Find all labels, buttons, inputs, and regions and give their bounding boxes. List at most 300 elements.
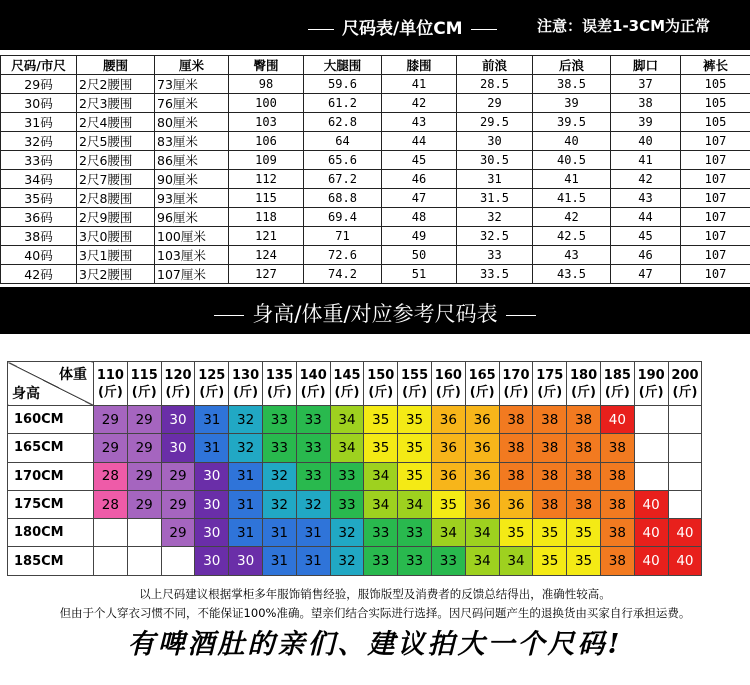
size-grid-cell: 36 xyxy=(431,406,465,434)
weight-value: 135 xyxy=(265,367,293,383)
weight-header xyxy=(296,362,330,406)
size-cell: 74.2 xyxy=(304,265,382,284)
size-grid-cell: 33 xyxy=(330,490,364,518)
size-grid-cell: 29 xyxy=(161,490,195,518)
size-grid-cell: 35 xyxy=(431,490,465,518)
size-grid-cell: 30 xyxy=(161,434,195,462)
weight-unit: (斤) xyxy=(402,384,428,400)
size-grid-cell: 38 xyxy=(499,434,533,462)
weight-unit: (斤) xyxy=(266,384,292,400)
size-cell: 41 xyxy=(611,151,681,170)
size-cell: 106 xyxy=(229,132,304,151)
weight-unit: (斤) xyxy=(131,384,157,400)
height-row xyxy=(8,519,702,547)
size-cell: 100 xyxy=(229,94,304,113)
size-grid-cell: 38 xyxy=(567,406,601,434)
weight-header xyxy=(364,362,398,406)
size-cell: 33.5 xyxy=(457,265,533,284)
size-grid-cell: 32 xyxy=(330,519,364,547)
size-cell: 30.5 xyxy=(457,151,533,170)
size-cell: 50 xyxy=(382,246,457,265)
weight-header xyxy=(398,362,432,406)
weight-header xyxy=(262,362,296,406)
size-cell: 43.5 xyxy=(533,265,611,284)
size-grid-cell: 35 xyxy=(398,406,432,434)
size-grid-cell: 29 xyxy=(94,406,128,434)
height-label-cell: 170CM xyxy=(8,462,94,490)
size-grid-cell: 33 xyxy=(398,547,432,575)
size-grid-cell xyxy=(668,462,702,490)
size-cell: 46 xyxy=(611,246,681,265)
weight-unit: (斤) xyxy=(604,384,630,400)
size-cell: 31 xyxy=(457,170,533,189)
size-cell: 103 xyxy=(229,113,304,132)
size-row xyxy=(1,151,750,170)
size-grid-cell: 31 xyxy=(296,519,330,547)
size-grid-cell: 29 xyxy=(161,462,195,490)
size-grid-cell: 29 xyxy=(127,434,161,462)
height-label-cell: 175CM xyxy=(8,490,94,518)
size-grid-cell xyxy=(634,434,668,462)
height-label-cell: 180CM xyxy=(8,519,94,547)
size-cell: 118 xyxy=(229,208,304,227)
size-chart-title: 尺码表/单位CM xyxy=(342,19,463,39)
size-cell: 2尺2腰围 xyxy=(77,75,155,94)
height-label-cell: 160CM xyxy=(8,406,94,434)
size-cell: 37 xyxy=(611,75,681,94)
weight-unit: (斤) xyxy=(503,384,529,400)
size-cell: 109 xyxy=(229,151,304,170)
size-grid-cell: 40 xyxy=(668,519,702,547)
weight-unit: (斤) xyxy=(638,384,664,400)
size-cell: 103厘米 xyxy=(155,246,229,265)
weight-label: 体重 xyxy=(59,367,87,383)
size-cell: 45 xyxy=(611,227,681,246)
weight-unit: (斤) xyxy=(300,384,326,400)
size-cell: 2尺4腰围 xyxy=(77,113,155,132)
size-cell: 3尺1腰围 xyxy=(77,246,155,265)
size-col-header: 后浪 xyxy=(533,56,611,75)
size-grid-cell: 36 xyxy=(465,490,499,518)
height-label-cell: 165CM xyxy=(8,434,94,462)
weight-value: 110 xyxy=(96,367,124,383)
size-grid-cell: 29 xyxy=(161,519,195,547)
size-cell: 61.2 xyxy=(304,94,382,113)
size-cell: 32 xyxy=(457,208,533,227)
weight-value: 145 xyxy=(333,367,361,383)
size-grid-cell: 31 xyxy=(195,406,229,434)
size-grid-cell: 40 xyxy=(634,547,668,575)
size-grid-cell: 29 xyxy=(94,434,128,462)
size-row xyxy=(1,113,750,132)
weight-header xyxy=(431,362,465,406)
height-row xyxy=(8,547,702,575)
size-col-header: 厘米 xyxy=(155,56,229,75)
size-grid-cell: 36 xyxy=(465,462,499,490)
size-grid-cell: 40 xyxy=(634,490,668,518)
size-grid-cell: 35 xyxy=(533,547,567,575)
size-grid-cell: 31 xyxy=(229,519,263,547)
size-row xyxy=(1,132,750,151)
size-cell: 43 xyxy=(611,189,681,208)
size-grid-cell: 38 xyxy=(533,406,567,434)
size-grid-cell: 35 xyxy=(567,547,601,575)
size-grid-cell: 34 xyxy=(330,406,364,434)
height-row xyxy=(8,462,702,490)
size-cell: 41.5 xyxy=(533,189,611,208)
size-cell: 29.5 xyxy=(457,113,533,132)
size-grid-cell xyxy=(94,547,128,575)
size-grid-cell: 32 xyxy=(229,406,263,434)
height-label-cell: 185CM xyxy=(8,547,94,575)
size-cell: 30 xyxy=(457,132,533,151)
size-grid-cell: 30 xyxy=(195,490,229,518)
size-grid-cell: 29 xyxy=(127,406,161,434)
size-row xyxy=(1,75,750,94)
size-cell: 49 xyxy=(382,227,457,246)
size-grid-cell: 35 xyxy=(398,462,432,490)
size-col-header: 裤长 xyxy=(681,56,750,75)
weight-header xyxy=(668,362,702,406)
size-cell: 69.4 xyxy=(304,208,382,227)
size-cell: 39 xyxy=(611,113,681,132)
size-grid-cell: 31 xyxy=(262,547,296,575)
size-cell: 29码 xyxy=(1,75,77,94)
size-grid-cell: 30 xyxy=(229,547,263,575)
size-col-header: 前浪 xyxy=(457,56,533,75)
size-grid-cell: 38 xyxy=(567,462,601,490)
size-grid-cell: 35 xyxy=(533,519,567,547)
size-cell: 40.5 xyxy=(533,151,611,170)
size-grid-cell xyxy=(668,490,702,518)
weight-unit: (斤) xyxy=(537,384,563,400)
weight-value: 160 xyxy=(434,367,462,383)
size-grid-cell xyxy=(127,547,161,575)
size-grid-cell: 35 xyxy=(398,434,432,462)
size-grid-cell: 34 xyxy=(330,434,364,462)
size-grid-cell: 38 xyxy=(600,547,634,575)
size-grid-cell: 33 xyxy=(296,434,330,462)
size-grid-cell: 32 xyxy=(262,490,296,518)
size-cell: 32码 xyxy=(1,132,77,151)
size-cell: 42 xyxy=(382,94,457,113)
size-cell: 30码 xyxy=(1,94,77,113)
size-cell: 100厘米 xyxy=(155,227,229,246)
size-grid-cell: 34 xyxy=(465,547,499,575)
size-cell: 35码 xyxy=(1,189,77,208)
size-cell: 115 xyxy=(229,189,304,208)
size-grid-cell: 30 xyxy=(195,462,229,490)
size-cell: 40 xyxy=(611,132,681,151)
size-grid-cell: 32 xyxy=(330,547,364,575)
size-grid-cell xyxy=(161,547,195,575)
size-grid-cell: 31 xyxy=(262,519,296,547)
size-grid-cell: 33 xyxy=(398,519,432,547)
size-grid-cell: 29 xyxy=(127,462,161,490)
size-cell: 3尺0腰围 xyxy=(77,227,155,246)
size-cell: 48 xyxy=(382,208,457,227)
size-row xyxy=(1,227,750,246)
size-cell: 33 xyxy=(457,246,533,265)
size-row xyxy=(1,189,750,208)
size-grid-cell: 38 xyxy=(600,490,634,518)
size-cell: 93厘米 xyxy=(155,189,229,208)
size-grid-cell: 36 xyxy=(465,434,499,462)
size-cell: 2尺3腰围 xyxy=(77,94,155,113)
size-grid-cell: 36 xyxy=(499,490,533,518)
size-grid-cell: 32 xyxy=(229,434,263,462)
size-chart-header xyxy=(0,0,750,50)
size-grid-cell: 34 xyxy=(499,547,533,575)
size-grid-cell: 28 xyxy=(94,490,128,518)
weight-value: 150 xyxy=(367,367,395,383)
weight-unit: (斤) xyxy=(469,384,495,400)
size-grid-cell xyxy=(668,406,702,434)
size-cell: 71 xyxy=(304,227,382,246)
size-grid-cell xyxy=(634,462,668,490)
size-grid-cell: 31 xyxy=(296,547,330,575)
weight-value: 115 xyxy=(130,367,158,383)
error-note: 注意：误差1-3CM为正常 xyxy=(537,17,711,35)
size-cell: 72.6 xyxy=(304,246,382,265)
size-grid-cell: 33 xyxy=(262,406,296,434)
weight-value: 120 xyxy=(164,367,192,383)
size-col-header: 臀围 xyxy=(229,56,304,75)
size-cell: 68.8 xyxy=(304,189,382,208)
weight-value: 180 xyxy=(569,367,598,383)
size-cell: 47 xyxy=(382,189,457,208)
size-cell: 44 xyxy=(382,132,457,151)
weight-unit: (斤) xyxy=(435,384,461,400)
weight-unit: (斤) xyxy=(233,384,259,400)
size-cell: 43 xyxy=(533,246,611,265)
weight-header xyxy=(600,362,634,406)
size-grid-cell: 33 xyxy=(431,547,465,575)
size-cell: 3尺2腰围 xyxy=(77,265,155,284)
size-cell: 42 xyxy=(533,208,611,227)
weight-value: 140 xyxy=(299,367,327,383)
size-grid-cell: 40 xyxy=(634,519,668,547)
size-cell: 41 xyxy=(382,75,457,94)
size-grid-cell: 38 xyxy=(600,434,634,462)
size-cell: 38 xyxy=(611,94,681,113)
size-cell: 31.5 xyxy=(457,189,533,208)
size-cell: 42 xyxy=(611,170,681,189)
size-cell: 83厘米 xyxy=(155,132,229,151)
size-grid-cell: 33 xyxy=(296,406,330,434)
size-cell: 112 xyxy=(229,170,304,189)
size-cell: 107 xyxy=(681,208,750,227)
size-cell: 98 xyxy=(229,75,304,94)
size-grid-cell: 38 xyxy=(600,462,634,490)
height-row xyxy=(8,406,702,434)
size-cell: 38码 xyxy=(1,227,77,246)
weight-header-row xyxy=(8,362,702,406)
size-cell: 44 xyxy=(611,208,681,227)
size-grid-cell: 34 xyxy=(364,462,398,490)
size-cell: 43 xyxy=(382,113,457,132)
size-cell: 28.5 xyxy=(457,75,533,94)
size-row xyxy=(1,246,750,265)
size-col-header: 尺码/市尺 xyxy=(1,56,77,75)
weight-value: 175 xyxy=(536,367,564,383)
weight-value: 190 xyxy=(637,367,665,383)
size-grid-cell: 33 xyxy=(296,462,330,490)
size-grid-cell: 35 xyxy=(567,519,601,547)
disclaimer-line-1: 以上尺码建议根据掌柜多年服饰销售经验，服饰版型及消费者的反馈总结得出，准确性较高。 xyxy=(139,587,611,601)
weight-header xyxy=(161,362,195,406)
size-grid-cell: 34 xyxy=(364,490,398,518)
size-cell: 107 xyxy=(681,170,750,189)
size-grid-cell: 36 xyxy=(431,462,465,490)
size-cell: 32.5 xyxy=(457,227,533,246)
size-grid-cell: 40 xyxy=(600,406,634,434)
size-grid-cell: 29 xyxy=(127,490,161,518)
height-row xyxy=(8,490,702,518)
size-grid-cell: 40 xyxy=(668,547,702,575)
size-cell: 40 xyxy=(533,132,611,151)
size-grid-cell: 36 xyxy=(465,406,499,434)
size-grid-cell: 36 xyxy=(431,434,465,462)
size-col-header: 膝围 xyxy=(382,56,457,75)
weight-value: 125 xyxy=(198,367,226,383)
size-cell: 31码 xyxy=(1,113,77,132)
weight-unit: (斤) xyxy=(368,384,394,400)
size-cell: 107 xyxy=(681,132,750,151)
size-cell: 41 xyxy=(533,170,611,189)
size-cell: 127 xyxy=(229,265,304,284)
size-cell: 107 xyxy=(681,246,750,265)
size-grid-cell: 35 xyxy=(499,519,533,547)
size-cell: 51 xyxy=(382,265,457,284)
size-cell: 80厘米 xyxy=(155,113,229,132)
size-cell: 39 xyxy=(533,94,611,113)
size-grid-cell: 30 xyxy=(161,406,195,434)
size-cell: 124 xyxy=(229,246,304,265)
size-cell: 107 xyxy=(681,265,750,284)
size-cell: 2尺7腰围 xyxy=(77,170,155,189)
size-cell: 36码 xyxy=(1,208,77,227)
size-chart-title-wrap xyxy=(300,14,505,39)
size-row xyxy=(1,265,750,284)
size-grid-cell: 38 xyxy=(533,490,567,518)
weight-unit: (斤) xyxy=(97,384,123,400)
size-cell: 105 xyxy=(681,113,750,132)
size-cell: 107厘米 xyxy=(155,265,229,284)
size-table xyxy=(0,55,750,284)
size-grid-cell: 35 xyxy=(364,406,398,434)
size-cell: 45 xyxy=(382,151,457,170)
size-grid-cell: 38 xyxy=(533,462,567,490)
weight-unit: (斤) xyxy=(672,384,698,400)
size-cell: 107 xyxy=(681,189,750,208)
size-grid-cell: 33 xyxy=(364,519,398,547)
size-row xyxy=(1,94,750,113)
size-cell: 34码 xyxy=(1,170,77,189)
size-grid-cell: 35 xyxy=(364,434,398,462)
size-cell: 46 xyxy=(382,170,457,189)
reference-header xyxy=(0,287,750,334)
grid-corner xyxy=(8,362,94,406)
size-cell: 42.5 xyxy=(533,227,611,246)
size-row xyxy=(1,170,750,189)
size-grid-cell: 33 xyxy=(262,434,296,462)
weight-value: 200 xyxy=(671,367,699,383)
size-grid-cell: 31 xyxy=(229,490,263,518)
weight-header xyxy=(94,362,128,406)
weight-value: 165 xyxy=(468,367,496,383)
size-cell: 67.2 xyxy=(304,170,382,189)
size-grid-cell: 38 xyxy=(499,406,533,434)
size-grid-cell: 33 xyxy=(364,547,398,575)
size-cell: 105 xyxy=(681,94,750,113)
size-cell: 62.8 xyxy=(304,113,382,132)
size-cell: 42码 xyxy=(1,265,77,284)
weight-value: 130 xyxy=(232,367,260,383)
size-grid-cell: 32 xyxy=(296,490,330,518)
weight-value: 185 xyxy=(603,367,631,383)
size-grid-cell: 31 xyxy=(229,462,263,490)
size-grid-cell: 30 xyxy=(195,547,229,575)
size-grid-cell xyxy=(127,519,161,547)
size-grid-cell xyxy=(94,519,128,547)
height-label: 身高 xyxy=(12,386,40,402)
size-cell: 105 xyxy=(681,75,750,94)
weight-unit: (斤) xyxy=(199,384,225,400)
weight-unit: (斤) xyxy=(334,384,360,400)
size-grid-cell: 34 xyxy=(431,519,465,547)
size-grid-cell: 30 xyxy=(195,519,229,547)
disclaimer xyxy=(0,585,750,623)
size-col-header: 腰围 xyxy=(77,56,155,75)
size-cell: 40码 xyxy=(1,246,77,265)
size-row xyxy=(1,208,750,227)
size-col-header: 大腿围 xyxy=(304,56,382,75)
size-cell: 64 xyxy=(304,132,382,151)
weight-header xyxy=(330,362,364,406)
size-grid-cell: 31 xyxy=(195,434,229,462)
size-grid-cell: 38 xyxy=(499,462,533,490)
size-cell: 2尺9腰围 xyxy=(77,208,155,227)
weight-value: 170 xyxy=(502,367,530,383)
size-cell: 2尺6腰围 xyxy=(77,151,155,170)
disclaimer-line-2: 但由于个人穿衣习惯不同，不能保证100%准确。望亲们结合实际进行选择。因尺码问题产生的退换货由买家自行承担运费。 xyxy=(59,606,691,620)
size-cell: 65.6 xyxy=(304,151,382,170)
weight-value: 155 xyxy=(401,367,429,383)
size-grid-cell: 33 xyxy=(330,462,364,490)
size-cell: 59.6 xyxy=(304,75,382,94)
size-grid-cell: 34 xyxy=(398,490,432,518)
size-grid-cell xyxy=(634,406,668,434)
size-grid-cell xyxy=(668,434,702,462)
size-cell: 86厘米 xyxy=(155,151,229,170)
size-cell: 107 xyxy=(681,227,750,246)
weight-header xyxy=(127,362,161,406)
size-cell: 29 xyxy=(457,94,533,113)
size-grid-cell: 34 xyxy=(465,519,499,547)
size-cell: 2尺8腰围 xyxy=(77,189,155,208)
size-cell: 96厘米 xyxy=(155,208,229,227)
size-cell: 121 xyxy=(229,227,304,246)
weight-header xyxy=(195,362,229,406)
weight-unit: (斤) xyxy=(571,384,596,400)
size-grid-cell: 38 xyxy=(567,490,601,518)
size-cell: 39.5 xyxy=(533,113,611,132)
height-weight-grid xyxy=(7,361,702,576)
weight-header xyxy=(634,362,668,406)
weight-header xyxy=(229,362,263,406)
size-cell: 38.5 xyxy=(533,75,611,94)
